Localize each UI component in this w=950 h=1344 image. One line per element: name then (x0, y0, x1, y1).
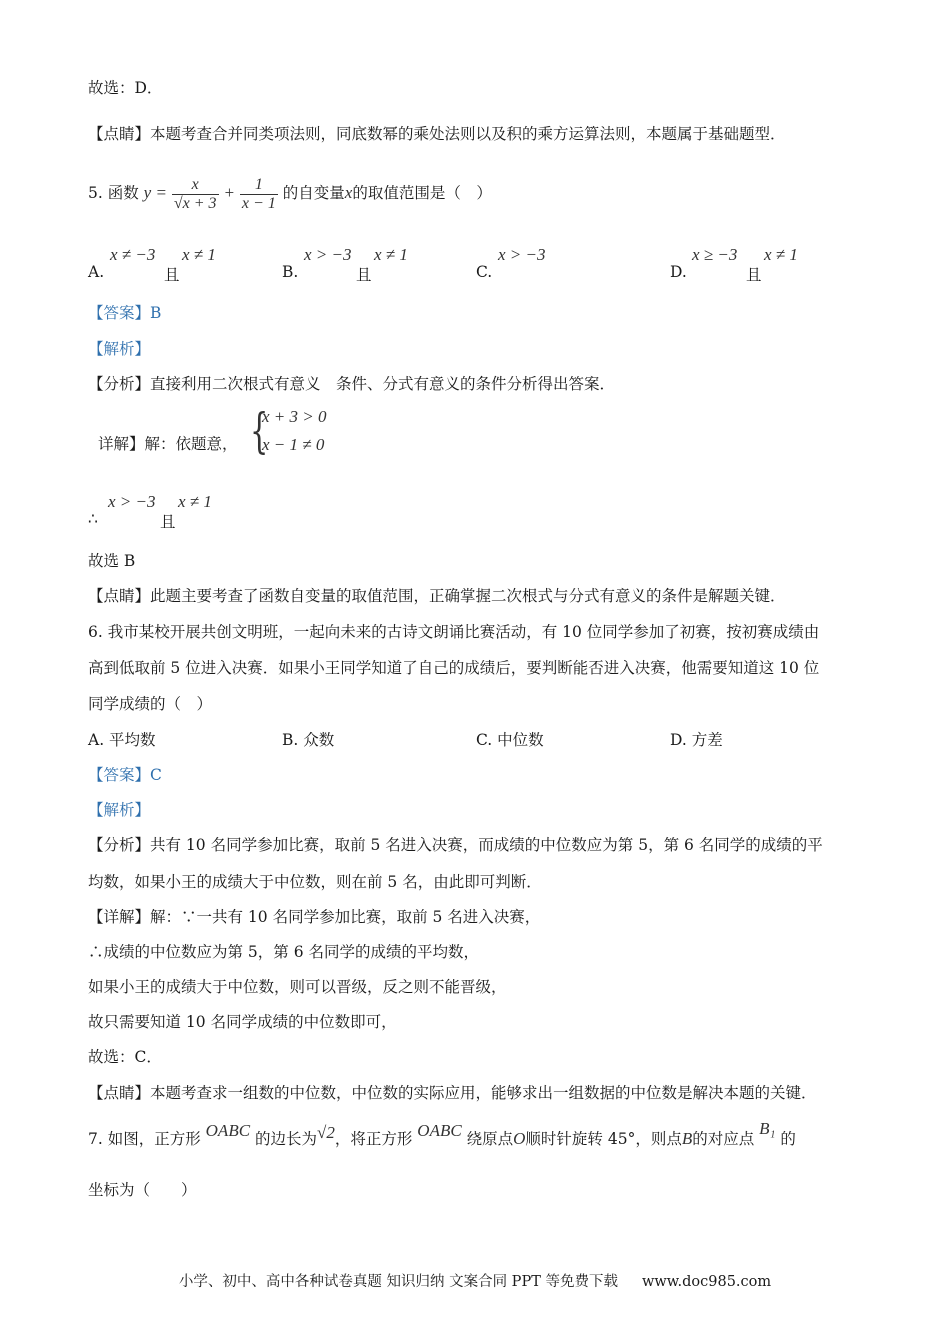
q7-text-c: ，将正方形 (334, 1130, 413, 1148)
q6-option-d: D. 方差 (670, 731, 723, 749)
footer-text: 小学、初中、高中各种试卷真题 知识归纳 文案合同 PPT 等免费下载 (178, 1274, 618, 1290)
q7-b1: B₁ (759, 1119, 776, 1138)
q5-option-a (88, 245, 268, 285)
q6-choice: 故选：C． (88, 1048, 162, 1066)
q7-sqrt: √2 (317, 1123, 335, 1142)
q5-result-qie: 且 (160, 513, 176, 531)
option-qie: 且 (746, 266, 762, 284)
option-math-1: x > −3 (304, 245, 352, 264)
therefore-symbol: ∴ (88, 510, 98, 528)
option-math-1: x ≠ −3 (110, 245, 156, 264)
q7-text-e: 顺时针旋转 45°，则点 (525, 1130, 682, 1148)
q7-text-g: 的 (780, 1130, 796, 1148)
q6-note: 【点睛】本题考查求一组数的中位数，中位数的实际应用，能够求出一组数据的中位数是解决本题的关键． (88, 1084, 817, 1102)
q5-frac2-num: 1 (254, 175, 263, 193)
q7-b: B (681, 1129, 693, 1148)
q6-analysis-line-2: 均数，如果小王的成绩大于中位数，则在前 5 名，由此即可判断． (88, 873, 542, 891)
q5-plus: + (223, 183, 235, 202)
q5-choice: 故选 B (88, 552, 136, 570)
q5-result-math-1: x > −3 (108, 492, 156, 511)
footer-url[interactable]: www.doc985.com (641, 1274, 772, 1290)
brace-icon: { (250, 403, 269, 459)
q5-system-line-2: x − 1 ≠ 0 (262, 435, 325, 454)
q7-o: O (513, 1129, 526, 1148)
q7-text-d: 绕原点 (466, 1130, 514, 1148)
option-label: B. (282, 263, 299, 281)
q5-var: x (344, 183, 353, 202)
q5-suffix-a: 的自变量 (282, 184, 345, 202)
q6-detail-line-4: 故只需要知道 10 名同学成绩的中位数即可， (88, 1013, 397, 1031)
q6-stem-line-2: 高到低取前 5 位进入决赛．如果小王同学知道了自己的成绩后，要判断能否进入决赛，他需要知道这 10 位 (88, 659, 820, 677)
q6-answer: 【答案】C (88, 766, 162, 784)
q5-analysis: 【分析】直接利用二次根式有意义 条件、分式有意义的条件分析得出答案． (88, 375, 616, 393)
q7-text-a: 7. 如图，正方形 (88, 1130, 201, 1148)
option-math-2: x ≠ 1 (764, 245, 798, 264)
q5-frac1-num: x (191, 175, 199, 193)
answer-line: 故选：D． (88, 79, 163, 97)
q6-detail-line-2: ∴成绩的中位数应为第 5，第 6 名同学的成绩的平均数， (88, 943, 480, 961)
q5-result-math-2: x ≠ 1 (178, 492, 212, 511)
q6-analysis-heading: 【解析】 (88, 801, 151, 819)
option-math-1: x > −3 (498, 245, 546, 264)
option-math-2: x ≠ 1 (374, 245, 408, 264)
q7-text-b: 的边长为 (254, 1130, 317, 1148)
q7-stem (88, 1119, 796, 1154)
q6-stem-line-3: 同学成绩的（ ） (88, 695, 213, 713)
q5-option-c (476, 245, 656, 285)
note-line: 【点睛】本题考查合并同类项法则，同底数幂的乘处法则以及积的乘方运算法则，本题属于基础题型． (88, 125, 786, 143)
q5-frac1-den: √x + 3 (173, 194, 217, 212)
option-qie: 且 (164, 266, 180, 284)
q6-option-c: C. 中位数 (476, 731, 544, 749)
option-label: C. (476, 263, 493, 281)
q6-analysis-line-1: 【分析】共有 10 名同学参加比赛，取前 5 名进入决赛，而成绩的中位数应为第 5，第 6 名同学的成绩的平 (88, 836, 823, 854)
q7-oabc-2: OABC (417, 1121, 462, 1140)
page-footer (0, 1270, 950, 1291)
q5-option-b (282, 245, 462, 285)
q5-detail: 详解】解：依题意， (98, 435, 238, 453)
q5-system-line-1: x + 3 > 0 (262, 407, 327, 426)
q7-oabc-1: OABC (205, 1121, 251, 1140)
option-math-2: x ≠ 1 (182, 245, 216, 264)
q5-frac2 (240, 176, 278, 213)
q6-stem-line-1: 6. 我市某校开展共创文明班，一起向未来的古诗文朗诵比赛活动，有 10 位同学参加了初赛，按初赛成绩由 (88, 623, 820, 641)
q6-detail-line-1: 【详解】解：∵一共有 10 名同学参加比赛，取前 5 名进入决赛， (88, 908, 541, 926)
option-math-1: x ≥ −3 (692, 245, 738, 264)
q5-answer: 【答案】B (88, 304, 162, 322)
q6-detail-line-3: 如果小王的成绩大于中位数，则可以晋级，反之则不能晋级， (88, 978, 507, 996)
q5-note: 【点睛】此题主要考查了函数自变量的取值范围，正确掌握二次根式与分式有意义的条件是解题关键． (88, 587, 786, 605)
q5-suffix-b: 的取值范围是（ ） (352, 184, 492, 202)
q5-analysis-heading: 【解析】 (88, 340, 151, 358)
option-label: D. (670, 263, 687, 281)
q5-frac1 (172, 176, 219, 213)
q5-prefix: 5. 函数 (88, 184, 139, 202)
q7-text-f: 的对应点 (692, 1130, 755, 1148)
q5-stem (88, 163, 492, 223)
q6-option-a: A. 平均数 (88, 731, 156, 749)
q7-stem-line-2: 坐标为（ ） (88, 1181, 197, 1199)
q5-option-d (670, 245, 870, 285)
option-label: A. (88, 263, 105, 281)
q5-result (88, 492, 288, 532)
q5-frac2-den: x − 1 (241, 194, 276, 212)
q6-option-b: B. 众数 (282, 731, 335, 749)
q5-lhs: y = (143, 183, 167, 202)
option-qie: 且 (356, 266, 372, 284)
